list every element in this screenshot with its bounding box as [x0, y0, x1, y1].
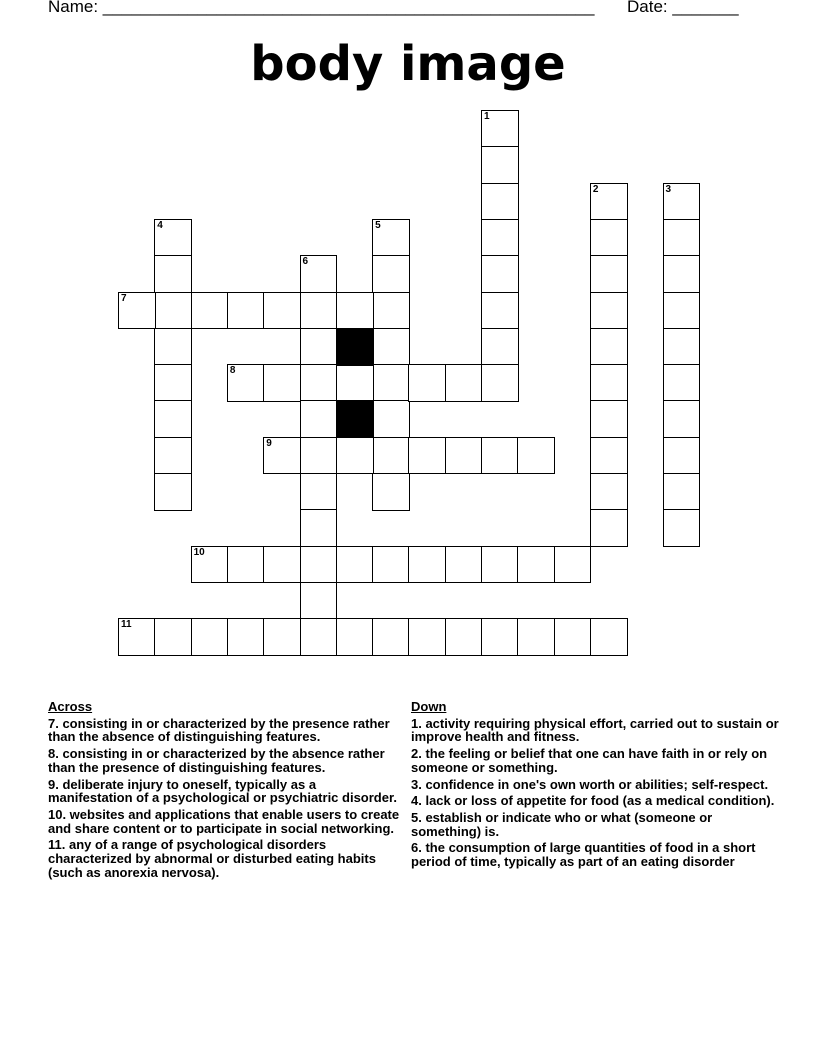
- grid-cell[interactable]: [663, 437, 701, 475]
- grid-cell[interactable]: [300, 400, 338, 438]
- grid-cell[interactable]: [445, 437, 483, 475]
- grid-cell[interactable]: [227, 292, 265, 330]
- grid-cell[interactable]: [372, 328, 410, 366]
- grid-cell[interactable]: [408, 546, 446, 584]
- grid-cell[interactable]: [481, 219, 519, 257]
- grid-cell[interactable]: [154, 437, 192, 475]
- grid-cell[interactable]: [336, 437, 374, 475]
- grid-cell[interactable]: [408, 364, 446, 402]
- grid-cell[interactable]: [590, 328, 628, 366]
- grid-cell[interactable]: [300, 364, 338, 402]
- grid-cell[interactable]: [263, 292, 301, 330]
- grid-cell[interactable]: [590, 437, 628, 475]
- clue-number: 8: [229, 365, 236, 377]
- grid-cell[interactable]: [118, 292, 156, 330]
- grid-cell[interactable]: [372, 400, 410, 438]
- down-clues: [411, 700, 781, 872]
- clue-number: 3: [665, 183, 672, 195]
- grid-cell[interactable]: [517, 546, 555, 584]
- grid-cell[interactable]: [118, 618, 156, 656]
- grid-cell[interactable]: [154, 219, 192, 257]
- grid-cell[interactable]: [590, 219, 628, 257]
- grid-cell[interactable]: [154, 473, 192, 511]
- date-field-label: Date: _______: [627, 0, 739, 16]
- down-clue: 6. the consumption of large quantities of food in a short period of time, typically as part of an eating disorder: [411, 840, 756, 870]
- grid-cell[interactable]: [336, 546, 374, 584]
- grid-cell[interactable]: [590, 255, 628, 293]
- clue-number: 6: [302, 256, 309, 268]
- across-heading: Across: [48, 699, 93, 714]
- clue-number: 9: [266, 437, 272, 449]
- grid-cell[interactable]: [191, 618, 229, 656]
- grid-cell[interactable]: [481, 328, 519, 366]
- grid-cell[interactable]: [590, 364, 628, 402]
- clue-number: 10: [193, 546, 205, 558]
- grid-cell[interactable]: [408, 618, 446, 656]
- grid-cell[interactable]: [154, 364, 192, 402]
- grid-cell[interactable]: [227, 618, 265, 656]
- grid-cell[interactable]: [263, 364, 301, 402]
- grid-cell[interactable]: [590, 183, 628, 221]
- clue-number: 11: [121, 619, 132, 631]
- grid-cell[interactable]: [590, 473, 628, 511]
- down-clue: 3. confidence in one's own worth or abilities; self-respect.: [411, 776, 769, 792]
- grid-cell[interactable]: [481, 618, 519, 656]
- grid-cell[interactable]: [372, 364, 410, 402]
- grid-cell[interactable]: [263, 618, 301, 656]
- grid-cell[interactable]: [372, 255, 410, 293]
- grid-cell[interactable]: [154, 400, 192, 438]
- puzzle-title: body image: [250, 36, 566, 92]
- grid-cell[interactable]: [481, 437, 519, 475]
- grid-cell[interactable]: [154, 618, 192, 656]
- grid-cell[interactable]: [663, 219, 701, 257]
- clue-number: 4: [157, 219, 163, 231]
- grid-cell[interactable]: [590, 292, 628, 330]
- grid-cell[interactable]: [336, 292, 374, 330]
- grid-cell[interactable]: [481, 110, 519, 148]
- down-clue: 1. activity requiring physical effort, carried out to sustain or improve health and fitness.: [411, 715, 779, 745]
- grid-cell[interactable]: [191, 546, 229, 584]
- grid-cell[interactable]: [590, 400, 628, 438]
- grid-cell[interactable]: [554, 618, 592, 656]
- clue-number: 5: [375, 219, 381, 231]
- down-clue: 4. lack or loss of appetite for food (as a medical condition).: [411, 793, 775, 809]
- grid-cell[interactable]: [191, 292, 229, 330]
- grid-cell[interactable]: [336, 364, 374, 402]
- grid-cell[interactable]: [300, 582, 338, 620]
- grid-cell[interactable]: [227, 364, 265, 402]
- down-clue: 2. the feeling or belief that one can have faith in or rely on someone or something.: [411, 746, 768, 775]
- across-clue: 8. consisting in or characterized by the absence rather than the presence of distinguishing features.: [48, 746, 385, 775]
- grid-cell[interactable]: [372, 546, 410, 584]
- grid-cell[interactable]: [154, 255, 192, 293]
- grid-cell[interactable]: [263, 437, 301, 475]
- grid-cell[interactable]: [300, 292, 338, 330]
- grid-cell[interactable]: [372, 292, 410, 330]
- grid-cell[interactable]: [336, 618, 374, 656]
- grid-cell[interactable]: [517, 618, 555, 656]
- grid-cell[interactable]: [154, 328, 192, 366]
- grid-cell[interactable]: [663, 364, 701, 402]
- grid-cell[interactable]: [663, 400, 701, 438]
- grid-cell[interactable]: [663, 255, 701, 293]
- across-clues: [48, 700, 404, 882]
- grid-cell[interactable]: [481, 146, 519, 184]
- grid-cell[interactable]: [590, 509, 628, 547]
- down-heading: Down: [411, 699, 447, 714]
- grid-cell[interactable]: [263, 546, 301, 584]
- grid-cell[interactable]: [481, 292, 519, 330]
- grid-cell[interactable]: [445, 546, 483, 584]
- grid-cell[interactable]: [300, 255, 338, 293]
- grid-cell[interactable]: [663, 509, 701, 547]
- across-clue: 9. deliberate injury to oneself, typically as a manifestation of a psychological or psychiatric disorder.: [48, 776, 397, 806]
- across-clue: 7. consisting in or characterized by the presence rather than the absence of distinguishing features.: [48, 715, 390, 745]
- grid-block: [336, 400, 374, 438]
- down-clue: 5. establish or indicate who or what (someone or something) is.: [411, 809, 713, 839]
- grid-cell[interactable]: [481, 364, 519, 402]
- grid-cell[interactable]: [663, 292, 701, 330]
- grid-cell[interactable]: [372, 473, 410, 511]
- grid-cell[interactable]: [663, 328, 701, 366]
- grid-cell[interactable]: [445, 618, 483, 656]
- grid-cell[interactable]: [300, 546, 338, 584]
- grid-block: [336, 328, 374, 366]
- across-clue: 10. websites and applications that enable users to create and share content or to participate in social networking.: [48, 806, 400, 836]
- grid-cell[interactable]: [300, 473, 338, 511]
- grid-cell[interactable]: [517, 437, 555, 475]
- clue-number: 1: [484, 111, 490, 122]
- grid-cell[interactable]: [481, 255, 519, 293]
- across-clue: 11. any of a range of psychological disorders characterized by abnormal or disturbed eating habits (such as anorexia nervosa).: [48, 837, 376, 880]
- name-field-label: Name: ____________________________________________________: [48, 0, 595, 16]
- grid-cell[interactable]: [300, 509, 338, 547]
- grid-cell[interactable]: [372, 219, 410, 257]
- grid-cell[interactable]: [445, 364, 483, 402]
- grid-cell[interactable]: [554, 546, 592, 584]
- clue-number: 7: [121, 292, 127, 304]
- grid-cell[interactable]: [372, 618, 410, 656]
- grid-cell[interactable]: [663, 183, 701, 221]
- grid-cell[interactable]: [372, 437, 410, 475]
- grid-cell[interactable]: [408, 437, 446, 475]
- grid-cell[interactable]: [227, 546, 265, 584]
- grid-cell[interactable]: [590, 618, 628, 656]
- grid-cell[interactable]: [663, 473, 701, 511]
- grid-cell[interactable]: [300, 437, 338, 475]
- grid-cell[interactable]: [481, 546, 519, 584]
- grid-cell[interactable]: [300, 328, 338, 366]
- grid-cell[interactable]: [300, 618, 338, 656]
- grid-cell[interactable]: [154, 292, 192, 330]
- clue-number: 2: [592, 183, 599, 195]
- grid-cell[interactable]: [481, 183, 519, 221]
